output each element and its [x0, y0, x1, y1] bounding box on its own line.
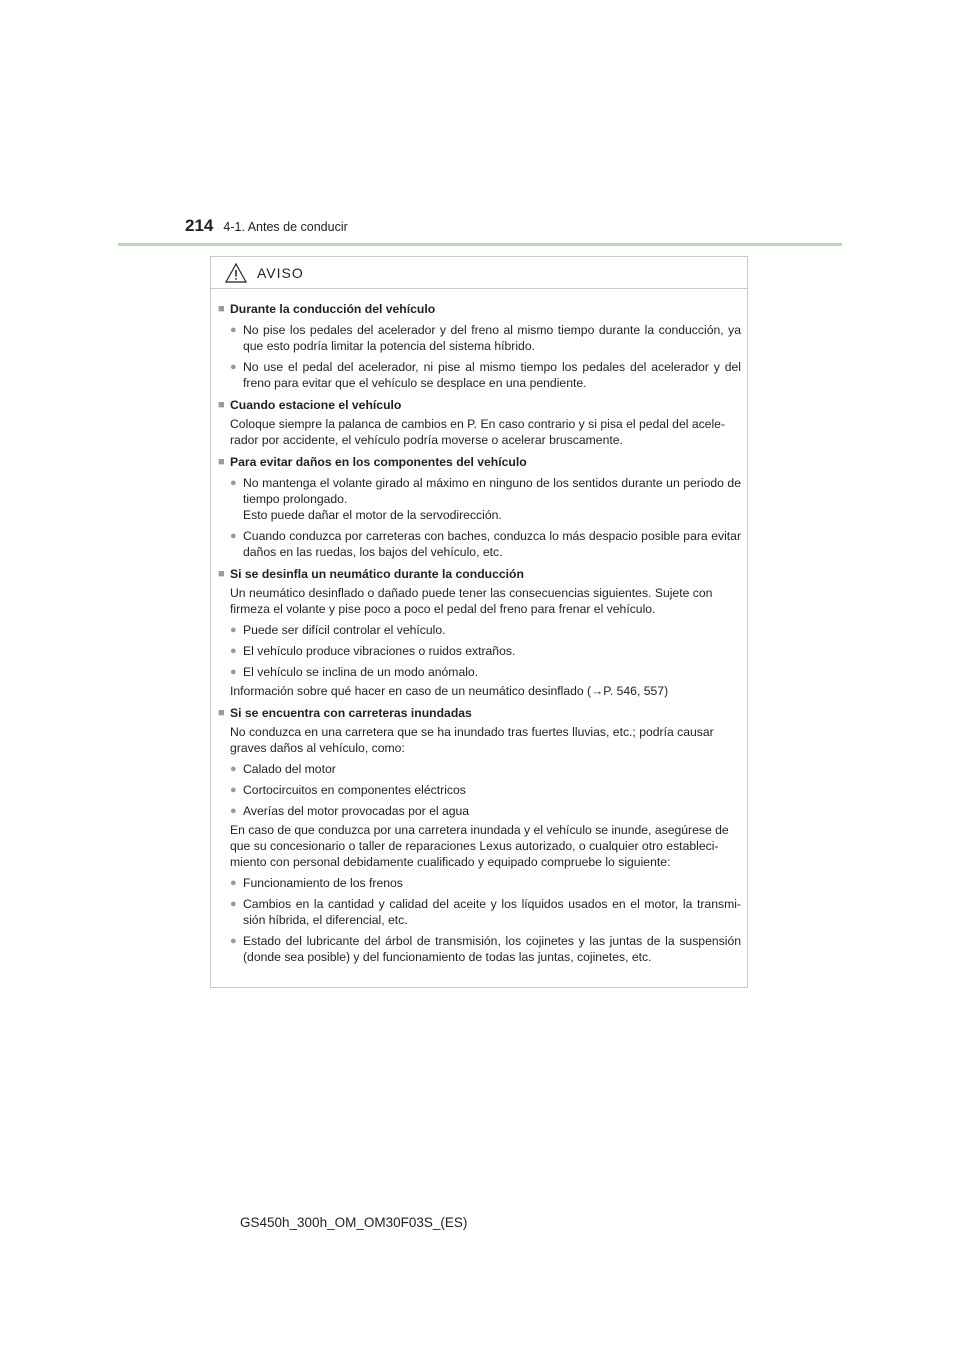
- section-heading: [218, 705, 741, 721]
- square-bullet-icon: ■: [218, 707, 225, 719]
- section-heading: [218, 301, 741, 317]
- warning-title: AVISO: [257, 264, 304, 281]
- bullet-dot-icon: ●: [230, 784, 237, 796]
- list-item: [218, 761, 741, 777]
- list-item-text: Averías del motor provocadas por el agua: [243, 804, 470, 818]
- list-item-text: El vehículo se inclina de un modo anómalo.: [243, 665, 479, 679]
- list-item-text: No pise los pedales del acelerador y del freno al mismo tiempo durante la conducción, ya que esto podría limitar la potencia del sistema híbrido.: [243, 323, 741, 353]
- bullet-dot-icon: ●: [230, 624, 237, 636]
- warning-box: [210, 256, 748, 988]
- header-divider: [118, 243, 842, 246]
- list-item: [218, 664, 741, 680]
- warning-triangle-icon: [225, 263, 247, 283]
- list-item-text: Funcionamiento de los frenos: [243, 876, 403, 890]
- bullet-dot-icon: ●: [230, 530, 237, 542]
- bullet-dot-icon: ●: [230, 324, 237, 336]
- bullet-dot-icon: ●: [230, 361, 237, 373]
- section-title: 4-1. Antes de conducir: [223, 220, 348, 234]
- bullet-dot-icon: ●: [230, 666, 237, 678]
- section-heading-text: Para evitar daños en los componentes del vehículo: [230, 455, 527, 469]
- list-item: [218, 643, 741, 659]
- bullet-dot-icon: ●: [230, 877, 237, 889]
- section-heading-text: Si se desinfla un neumático durante la conducción: [230, 567, 524, 581]
- list-item: [218, 933, 741, 965]
- list-item: [218, 896, 741, 928]
- document-code: GS450h_300h_OM_OM30F03S_(ES): [240, 1215, 468, 1230]
- bullet-dot-icon: ●: [230, 645, 237, 657]
- list-item-text: Cambios en la cantidad y calidad del aceite y los líquidos usados en el motor, la transmi-sión híbrida, el diferencial, etc.: [243, 897, 741, 927]
- square-bullet-icon: ■: [218, 303, 225, 315]
- list-item-text: No mantenga el volante girado al máximo en ninguno de los sentidos durante un periodo de tiempo prolongado. Esto puede dañar el motor de la servodirección.: [243, 476, 741, 522]
- list-item: [218, 875, 741, 891]
- page-number: 214: [185, 216, 214, 235]
- square-bullet-icon: ■: [218, 399, 225, 411]
- list-item-text: Calado del motor: [243, 762, 336, 776]
- section-heading-text: Cuando estacione el vehículo: [230, 398, 402, 412]
- section-heading: [218, 454, 741, 470]
- list-item-text: Cortocircuitos en componentes eléctricos: [243, 783, 466, 797]
- square-bullet-icon: ■: [218, 568, 225, 580]
- list-item: [218, 782, 741, 798]
- bullet-dot-icon: ●: [230, 477, 237, 489]
- list-item: [218, 359, 741, 391]
- paragraph: Coloque siempre la palanca de cambios en P. En caso contrario y si pisa el pedal del acele-rador por accidente, el vehículo podría moverse o acelerar bruscamente.: [230, 417, 726, 447]
- bullet-dot-icon: ●: [230, 935, 237, 947]
- list-item-text: Estado del lubricante del árbol de transmisión, los cojinetes y las juntas de la suspensión (donde sea posible) y del funcionamiento de todas las juntas, cojinetes, etc.: [243, 934, 741, 964]
- list-item: [218, 475, 741, 523]
- page-header: [185, 216, 348, 236]
- paragraph: Un neumático desinflado o dañado puede tener las consecuencias siguientes. Sujete con firmeza el volante y pise poco a poco el pedal del freno para frenar el vehículo.: [230, 586, 713, 616]
- bullet-dot-icon: ●: [230, 898, 237, 910]
- section-heading: [218, 566, 741, 582]
- paragraph: No conduzca en una carretera que se ha inundado tras fuertes lluvias, etc.; podría causar graves daños al vehículo, como:: [230, 725, 714, 755]
- warning-header: [211, 257, 747, 289]
- list-item-text: Cuando conduzca por carreteras con baches, conduzca lo más despacio posible para evitar daños en las ruedas, los bajos del vehículo, etc.: [243, 529, 741, 559]
- list-item-text: El vehículo produce vibraciones o ruidos extraños.: [243, 644, 516, 658]
- section-heading-text: Si se encuentra con carreteras inundadas: [230, 706, 472, 720]
- list-item: [218, 622, 741, 638]
- paragraph: Información sobre qué hacer en caso de un neumático desinflado (→P. 546, 557): [230, 684, 669, 698]
- bullet-dot-icon: ●: [230, 763, 237, 775]
- section-heading: [218, 397, 741, 413]
- list-item-text: Puede ser difícil controlar el vehículo.: [243, 623, 446, 637]
- list-item: [218, 803, 741, 819]
- list-item: [218, 322, 741, 354]
- square-bullet-icon: ■: [218, 456, 225, 468]
- list-item: [218, 528, 741, 560]
- warning-content: [211, 289, 747, 965]
- list-item-text: No use el pedal del acelerador, ni pise al mismo tiempo los pedales del acelerador y del freno para evitar que el vehículo se desplace en una pendiente.: [243, 360, 741, 390]
- paragraph: En caso de que conduzca por una carretera inundada y el vehículo se inunde, asegúrese de que su concesionario o taller de reparaciones Lexus autorizado, o cualquier otro estableci-miento con personal debidamente cualificado y equipado compruebe lo siguiente:: [230, 823, 729, 869]
- section-heading-text: Durante la conducción del vehículo: [230, 302, 436, 316]
- bullet-dot-icon: ●: [230, 805, 237, 817]
